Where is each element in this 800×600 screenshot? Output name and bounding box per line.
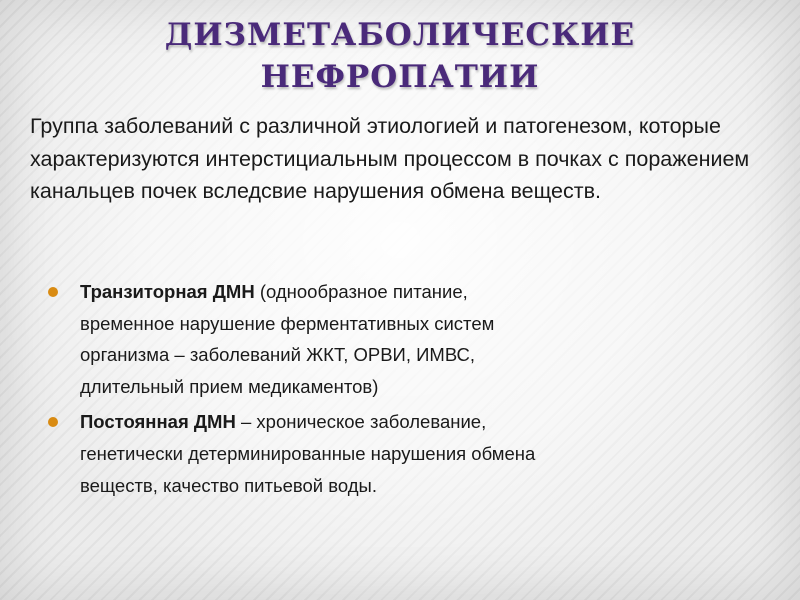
intro-paragraph: Группа заболеваний с различной этиологией и патогенезом, которые характеризуются интерстициальным процессом в почках с поражением канальцев почек вследсвие нарушения обмена веществ. (30, 114, 750, 203)
bullet-item-permanent (46, 406, 566, 501)
bullet-dot-icon (48, 417, 58, 427)
bullet-term: Транзиторная ДМН (80, 281, 255, 302)
slide-title-line-2: НЕФРОПАТИИ (260, 59, 540, 95)
bullet-text: – хроническое заболевание, генетически детерминированные нарушения обмена веществ, качество питьевой воды. (80, 411, 536, 496)
bullet-text: (однообразное питание, временное нарушение ферментативных систем организма – заболеваний ЖКТ, ОРВИ, ИМВС, длительный прием медикаментов) (80, 281, 495, 397)
bullet-list (46, 276, 566, 505)
bullet-dot-icon (48, 287, 58, 297)
bullet-item-transitory (46, 276, 566, 402)
slide-title-line-1: ДИЗМЕТАБОЛИЧЕСКИЕ (164, 17, 636, 53)
bullet-term: Постоянная ДМН (80, 411, 236, 433)
slide-title (0, 14, 800, 98)
